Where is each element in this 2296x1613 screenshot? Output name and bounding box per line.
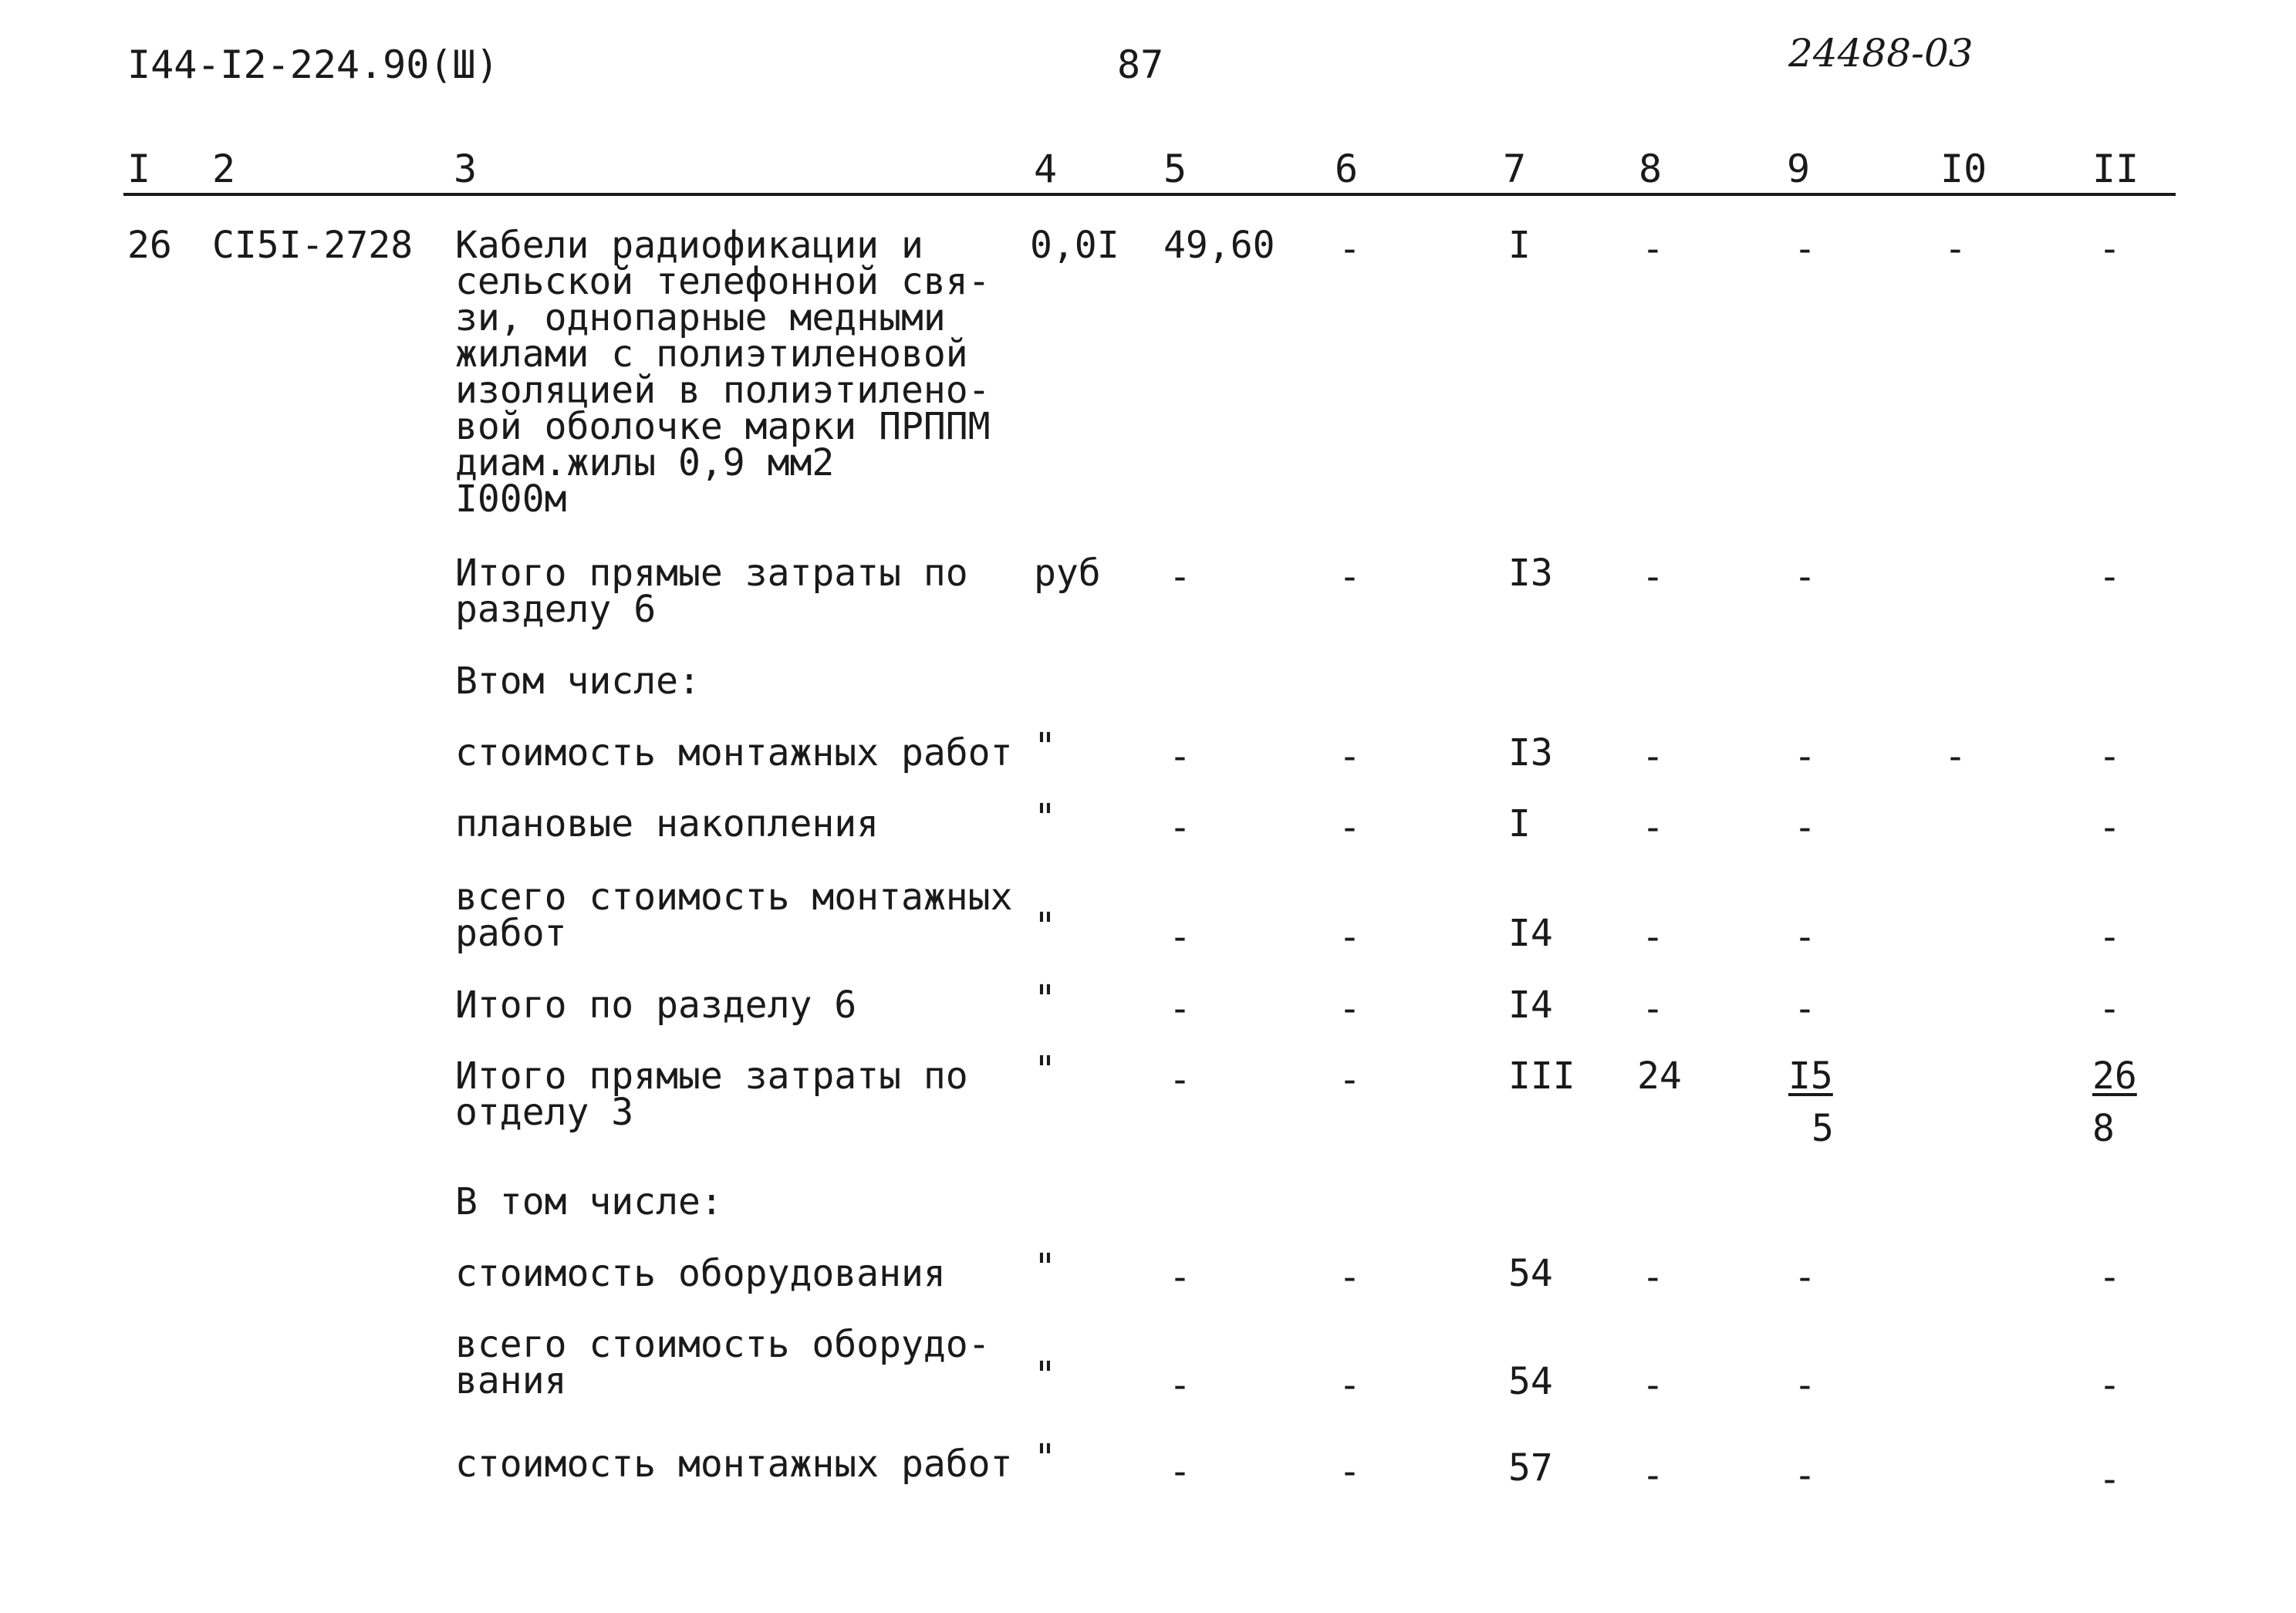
archive-number: 24488-03 [1788, 31, 1974, 76]
section-subheading: В том числе: [455, 1180, 723, 1223]
unit-cell: руб [1034, 552, 1101, 595]
column-number: 4 [1034, 147, 1058, 191]
col8-cell: - [1642, 987, 1664, 1031]
col8-cell: - [1642, 806, 1664, 849]
header-rule [123, 193, 2176, 196]
column-number: 3 [454, 147, 478, 191]
row-description: плановые накопления [455, 802, 880, 845]
item-number: 26 [127, 224, 172, 267]
col5-cell: - [1169, 555, 1191, 599]
col11-cell: - [2098, 1364, 2121, 1407]
col6-cell: - [1339, 735, 1361, 778]
page-number: 87 [1117, 42, 1164, 87]
unit-cell: " [1034, 1048, 1056, 1092]
col6-cell: - [1339, 555, 1361, 599]
col8-cell: - [1642, 735, 1664, 778]
row-description: Итого по разделу 6 [455, 984, 857, 1027]
column-number: I [127, 147, 151, 191]
column-number: 7 [1503, 147, 1527, 191]
col11-cell: - [2098, 1458, 2121, 1501]
unit-cell: 0,0I [1030, 224, 1119, 267]
col7-cell: 54 [1508, 1360, 1553, 1403]
unit-cell: " [1034, 905, 1056, 948]
col7-cell: I4 [1508, 984, 1553, 1027]
col7-cell: I4 [1508, 912, 1553, 955]
col9-fraction-numerator: I5 [1788, 1055, 1833, 1098]
column-number: 6 [1335, 147, 1359, 191]
col7-cell: 54 [1508, 1252, 1553, 1295]
col9-cell: - [1794, 1364, 1816, 1407]
col9-cell: - [1794, 555, 1816, 599]
col7-cell: I3 [1508, 552, 1553, 595]
col8-cell: - [1642, 555, 1664, 599]
col7-cell: I [1508, 224, 1531, 267]
col8-cell: - [1642, 1364, 1664, 1407]
col11-cell: - [2098, 806, 2121, 849]
col5-cell: - [1169, 1058, 1191, 1102]
item-description: Кабели радиофикации и сельской телефонной свя- зи, однопарные медными жилами с полиэтиленовой изоляцией в полиэтилено- вой оболочке марки ПРППМ диам.жилы 0,9 мм2 I000м [455, 224, 991, 521]
section-subheading: Втом числе: [455, 660, 701, 703]
col5-cell: - [1169, 1450, 1191, 1493]
row-description: стоимость оборудования [455, 1252, 946, 1295]
row-description: Итого прямые затраты по отделу 3 [455, 1055, 968, 1134]
col6-cell: - [1339, 1450, 1361, 1493]
column-number: II [2092, 147, 2139, 191]
col5-cell: - [1169, 1364, 1191, 1407]
col5-cell: - [1169, 735, 1191, 778]
col10-cell: - [1944, 228, 1967, 271]
col6-cell: - [1339, 1364, 1361, 1407]
item-code: CI5I-2728 [212, 224, 414, 267]
col9-cell: - [1794, 806, 1816, 849]
col7-cell: III [1508, 1055, 1575, 1098]
column-number: 2 [212, 147, 236, 191]
col11-fraction-denominator: 8 [2092, 1107, 2115, 1150]
col11-cell: - [2098, 735, 2121, 778]
col11-cell: - [2098, 987, 2121, 1031]
col5-cell: - [1169, 987, 1191, 1031]
col5-cell: 49,60 [1163, 224, 1275, 267]
col6-cell: - [1339, 1256, 1361, 1299]
col9-cell: - [1794, 987, 1816, 1031]
col7-cell: I [1508, 802, 1531, 845]
col6-cell: - [1339, 916, 1361, 959]
unit-cell: " [1034, 1246, 1056, 1289]
col11-cell: - [2098, 228, 2121, 271]
unit-cell: " [1034, 977, 1056, 1021]
row-description: стоимость монтажных работ [455, 1443, 1013, 1486]
col11-cell: - [2098, 1256, 2121, 1299]
col9-cell: - [1794, 1256, 1816, 1299]
column-number: 5 [1163, 147, 1187, 191]
column-number: 8 [1639, 147, 1663, 191]
row-description: всего стоимость монтажных работ [455, 876, 1013, 955]
row-description: всего стоимость оборудо- вания [455, 1323, 991, 1402]
col6-cell: - [1339, 228, 1361, 271]
col7-cell: I3 [1508, 731, 1553, 774]
unit-cell: " [1034, 725, 1056, 768]
col8-cell: - [1642, 916, 1664, 959]
col9-cell: - [1794, 735, 1816, 778]
row-description: Итого прямые затраты по разделу 6 [455, 552, 968, 631]
col6-cell: - [1339, 987, 1361, 1031]
unit-cell: " [1034, 1436, 1056, 1480]
col11-cell: - [2098, 916, 2121, 959]
col8-cell: - [1642, 1454, 1664, 1497]
column-number: 9 [1787, 147, 1811, 191]
col6-cell: - [1339, 1058, 1361, 1102]
col5-cell: - [1169, 1256, 1191, 1299]
col7-cell: 57 [1508, 1446, 1553, 1490]
col9-cell: - [1794, 916, 1816, 959]
unit-cell: " [1034, 796, 1056, 839]
column-number: I0 [1940, 147, 1987, 191]
col9-cell: - [1794, 1454, 1816, 1497]
col10-cell: - [1944, 735, 1967, 778]
col5-cell: - [1169, 916, 1191, 959]
row-description: стоимость монтажных работ [455, 731, 1013, 774]
col8-cell: - [1642, 228, 1664, 271]
col6-cell: - [1339, 806, 1361, 849]
col5-cell: - [1169, 806, 1191, 849]
col11-cell: - [2098, 555, 2121, 599]
col8-cell: - [1642, 1256, 1664, 1299]
document-code: I44-I2-224.90(Ш) [127, 42, 499, 87]
col11-fraction-numerator: 26 [2092, 1055, 2137, 1098]
col9-cell: - [1794, 228, 1816, 271]
unit-cell: " [1034, 1354, 1056, 1397]
col9-fraction-denominator: 5 [1811, 1107, 1834, 1150]
col8-cell: 24 [1637, 1055, 1682, 1098]
